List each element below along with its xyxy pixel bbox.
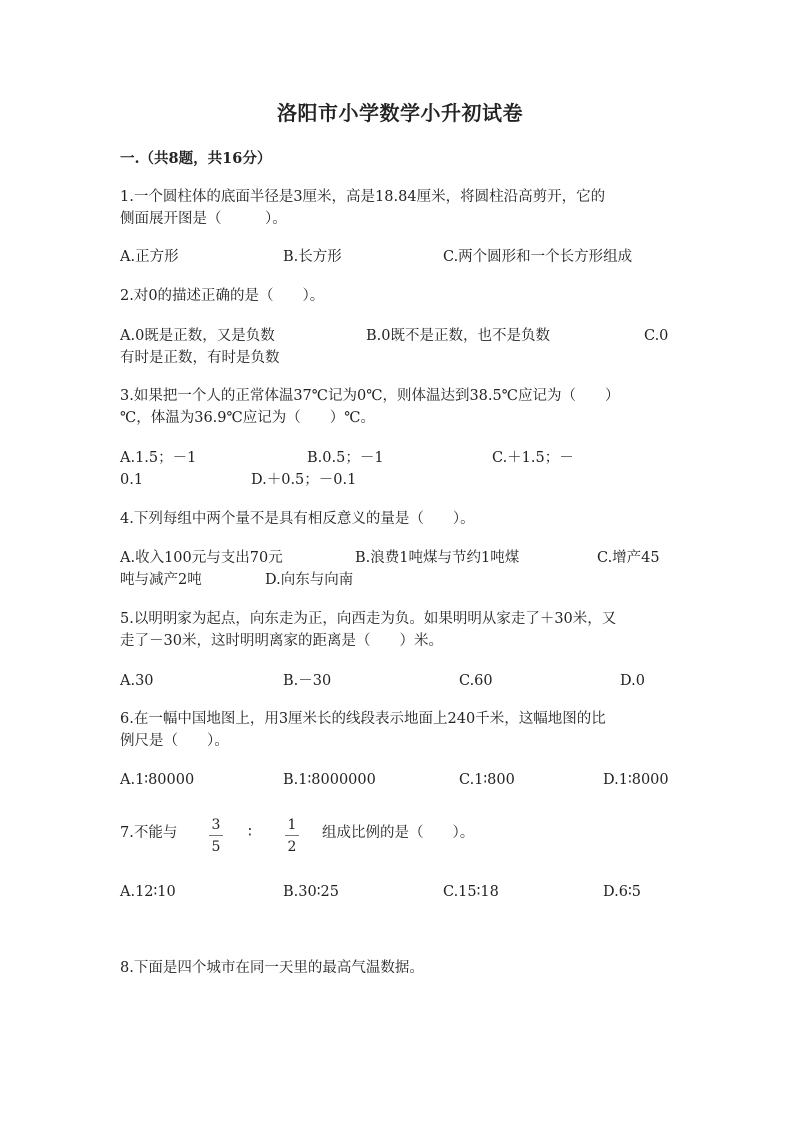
fraction-bar [285,835,299,836]
question-4-option-b: B.浪费1吨煤与节约1吨煤 [355,550,520,566]
question-7-option-a: A.12∶10 [120,884,176,900]
question-1-text-line2: 侧面展开图是（ ）。 [120,211,287,227]
section-heading: 一.（共8题，共16分） [120,150,272,167]
question-6-option-c: C.1∶800 [459,772,515,788]
fraction-numerator: 3 [211,817,221,833]
question-7-option-c: C.15∶18 [443,884,499,900]
question-5-option-c: C.60 [459,673,493,689]
question-2-option-c-continued: 有时是正数，有时是负数 [120,350,280,366]
question-6-option-b: B.1∶8000000 [283,772,376,788]
question-6-text-line2: 例尺是（ ）。 [120,733,229,749]
question-3-text-line1: 3.如果把一个人的正常体温37℃记为0℃，则体温达到38.5℃应记为（ ） [120,388,620,404]
question-3-option-b: B.0.5；－1 [307,450,384,466]
fraction-one-half [285,818,299,855]
question-6-option-d: D.1∶8000 [603,772,669,788]
question-4-option-c: C.增产45 [597,550,660,566]
question-1-option-c: C.两个圆形和一个长方形组成 [443,249,633,265]
question-2-option-a: A.0既是正数，又是负数 [120,328,275,344]
question-1-text-line1: 1.一个圆柱体的底面半径是3厘米，高是18.84厘米，将圆柱沿高剪开，它的 [120,189,606,205]
question-2-text-line1: 2.对0的描述正确的是（ ）。 [120,288,325,304]
question-5-option-a: A.30 [120,673,154,689]
page-title: 洛阳市小学数学小升初试卷 [277,101,523,125]
question-6-text-line1: 6.在一幅中国地图上，用3厘米长的线段表示地面上240千米，这幅地图的比 [120,711,606,727]
question-3-option-c-continued: 0.1 [120,472,144,488]
question-4-option-a: A.收入100元与支出70元 [120,550,283,566]
question-7-suffix: 组成比例的是（ ）。 [322,825,475,841]
question-1-option-b: B.长方形 [283,249,342,265]
question-1-option-a: A.正方形 [120,249,179,265]
question-7-option-d: D.6∶5 [603,884,641,900]
question-3-option-c: C.＋1.5；－ [492,450,574,466]
question-7-prefix: 7.不能与 [120,825,178,841]
ratio-colon: ∶ [248,825,252,841]
fraction-numerator: 1 [287,817,297,833]
question-5-text-line2: 走了－30米，这时明明离家的距离是（ ）米。 [120,633,443,649]
question-3-option-d: D.＋0.5；－0.1 [251,472,357,488]
question-5-option-d: D.0 [620,673,645,689]
question-2-option-b: B.0既不是正数，也不是负数 [366,328,550,344]
question-5-text-line1: 5.以明明家为起点，向东走为正，向西走为负。如果明明从家走了＋30米，又 [120,611,617,627]
question-7-option-b: B.30∶25 [283,884,339,900]
question-2-option-c: C.0 [644,328,669,344]
fraction-denominator: 5 [211,839,221,855]
question-6-option-a: A.1∶80000 [120,772,195,788]
question-4-text-line1: 4.下列每组中两个量不是具有相反意义的量是（ ）。 [120,511,475,527]
question-4-option-c-continued: 吨与减产2吨 [120,572,202,588]
question-3-option-a: A.1.5；－1 [120,450,197,466]
fraction-three-fifths [209,818,223,855]
question-8-text-line1: 8.下面是四个城市在同一天里的最高气温数据。 [120,960,424,976]
question-4-option-d: D.向东与向南 [265,572,354,588]
question-3-text-line2: ℃，体温为36.9℃应记为（ ）℃。 [120,410,375,426]
question-5-option-b: B.－30 [283,673,332,689]
fraction-bar [209,835,223,836]
fraction-denominator: 2 [287,839,297,855]
